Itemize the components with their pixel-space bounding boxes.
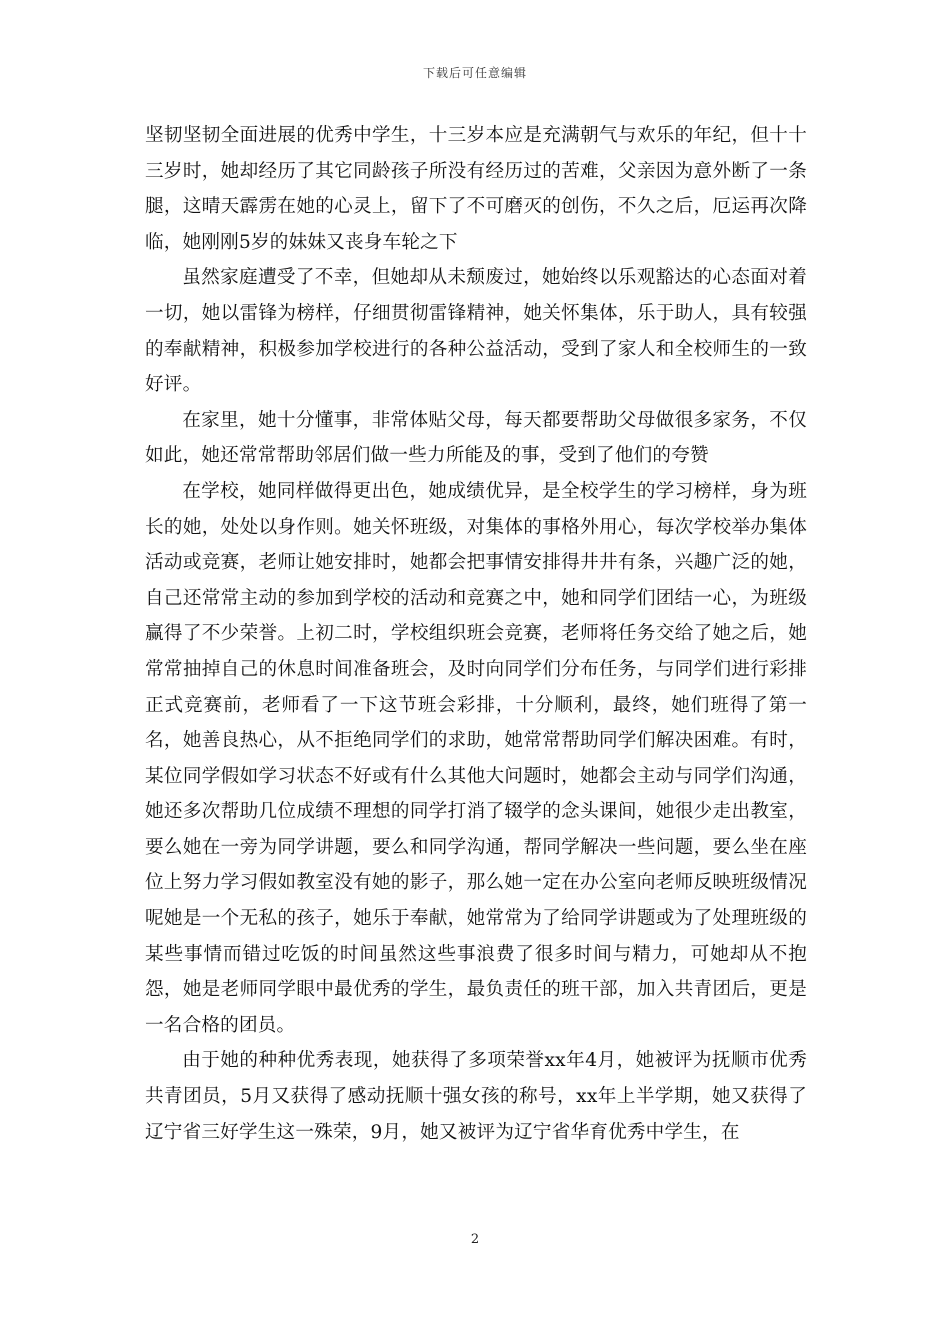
page-header: 下载后可任意编辑 — [422, 66, 527, 80]
paragraph-continuation: 坚韧坚韧全面进展的优秀中学生，十三岁本应是充满朝气与欢乐的年纪，但十十三岁时，她却经历了其它同龄孩子所没有经历过的苦难，父亲因为意外断了一条腿，这晴天霹雳在她的心灵上，留下了不可磨灭的创伤，不久之后，厄运再次降临，她刚刚5岁的妹妹又丧身车轮之下 — [145, 125, 807, 253]
paragraph-honors: 由于她的种种优秀表现，她获得了多项荣誉xx年4月，她被评为抚顺市优秀共青团员，5月又获得了感动抚顺十强女孩的称号，xx年上半学期，她又获得了辽宁省三好学生这一殊荣，9月，她又被评为辽宁省华育优秀中学生，在 — [145, 1050, 807, 1143]
page-number: 2 — [470, 1232, 480, 1247]
document-body — [145, 118, 807, 1150]
paragraph-at-home: 在家里，她十分懂事，非常体贴父母，每天都要帮助父母做很多家务，不仅如此，她还常常帮助邻居们做一些力所能及的事，受到了他们的夸赞 — [145, 409, 807, 467]
paragraph-at-school: 在学校，她同样做得更出色，她成绩优异，是全校学生的学习榜样，身为班长的她，处处以身作则。她关怀班级，对集体的事格外用心，每次学校举办集体活动或竞赛，老师让她安排时，她都会把事情安排得井井有条，兴趣广泛的她，自己还常常主动的参加到学校的活动和竞赛之中，她和同学们团结一心，为班级赢得了不少荣誉。上初二时，学校组织班会竞赛，老师将任务交给了她之后，她常常抽掉自己的休息时间准备班会，及时向同学们分布任务，与同学们进行彩排正式竞赛前，老师看了一下这节班会彩排，十分顺利，最终，她们班得了第一名，她善良热心，从不拒绝同学们的求助，她常常帮助同学们解决困难。有时，某位同学假如学习状态不好或有什么其他大问题时，她都会主动与同学们沟通，她还多次帮助几位成绩不理想的同学打消了辍学的念头课间，她很少走出教室，要么她在一旁为同学讲题，要么和同学沟通，帮同学解决一些问题，要么坐在座位上努力学习假如教室没有她的影子，那么她一定在办公室向老师反映班级情况呢她是一个无私的孩子，她乐于奉献，她常常为了给同学讲题或为了处理班级的某些事情而错过吃饭的时间虽然这些事浪费了很多时间与精力，可她却从不抱怨，她是老师同学眼中最优秀的学生，最负责任的班干部，加入共青团后，更是一名合格的团员。 — [145, 480, 807, 1036]
paragraph-family-misfortune: 虽然家庭遭受了不幸，但她却从未颓废过，她始终以乐观豁达的心态面对着一切，她以雷锋为榜样，仔细贯彻雷锋精神，她关怀集体，乐于助人，具有较强的奉献精神，积极参加学校进行的各种公益活动，受到了家人和全校师生的一致好评。 — [145, 267, 807, 396]
